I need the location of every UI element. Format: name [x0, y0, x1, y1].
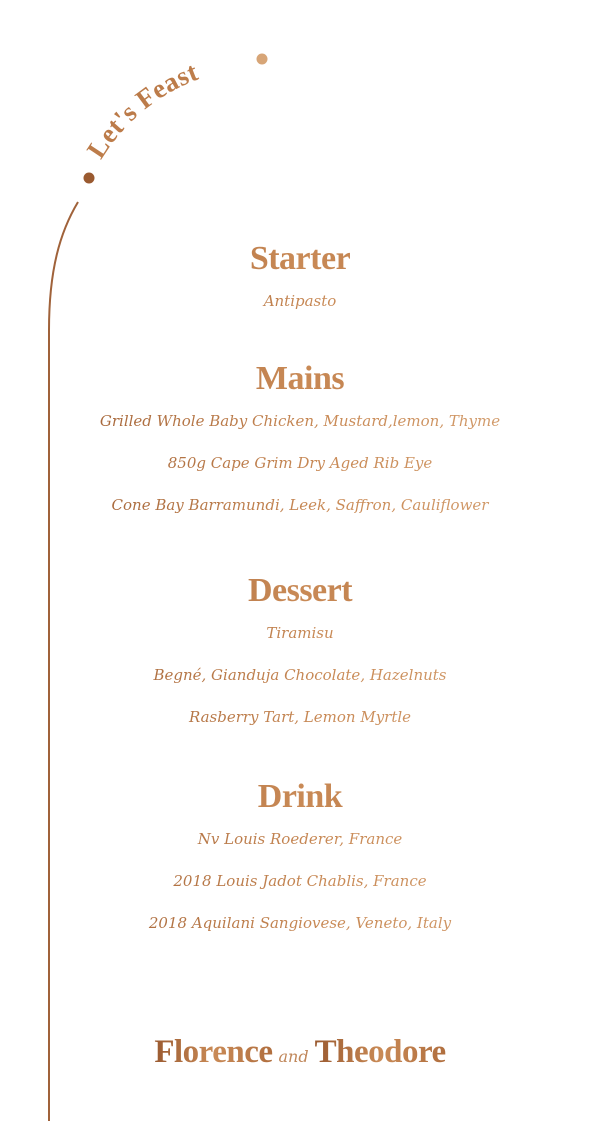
section-heading: Dessert [0, 571, 600, 611]
arch-dot-left [84, 173, 95, 184]
menu-item: 2018 Aquilani Sangiovese, Veneto, Italy [0, 913, 600, 933]
menu-item: Cone Bay Barramundi, Leek, Saffron, Cauliflower [0, 495, 600, 515]
section-starter [0, 239, 600, 311]
banner-text: Let's Feast [80, 56, 203, 164]
menu-item: Grilled Whole Baby Chicken, Mustard,lemon, Thyme [0, 411, 600, 431]
section-mains [0, 359, 600, 515]
menu-item: Begné, Gianduja Chocolate, Hazelnuts [0, 665, 600, 685]
section-drink [0, 777, 600, 933]
second-name: Theodore [314, 1034, 446, 1070]
menu-item: Rasberry Tart, Lemon Myrtle [0, 707, 600, 727]
item-list [0, 411, 600, 515]
section-heading: Drink [0, 777, 600, 817]
first-name: Florence [154, 1034, 273, 1070]
menu-item: 850g Cape Grim Dry Aged Rib Eye [0, 453, 600, 473]
arch-dot-right [257, 54, 268, 65]
menu-item: 2018 Louis Jadot Chablis, France [0, 871, 600, 891]
item-list [0, 291, 600, 311]
menu-item: Antipasto [0, 291, 600, 311]
conjunction: and [278, 1047, 309, 1066]
menu-item: Tiramisu [0, 623, 600, 643]
item-list [0, 623, 600, 727]
couple-names [0, 1034, 600, 1071]
item-list [0, 829, 600, 933]
menu-item: Nv Louis Roederer, France [0, 829, 600, 849]
section-heading: Mains [0, 359, 600, 399]
section-heading: Starter [0, 239, 600, 279]
section-dessert [0, 571, 600, 727]
